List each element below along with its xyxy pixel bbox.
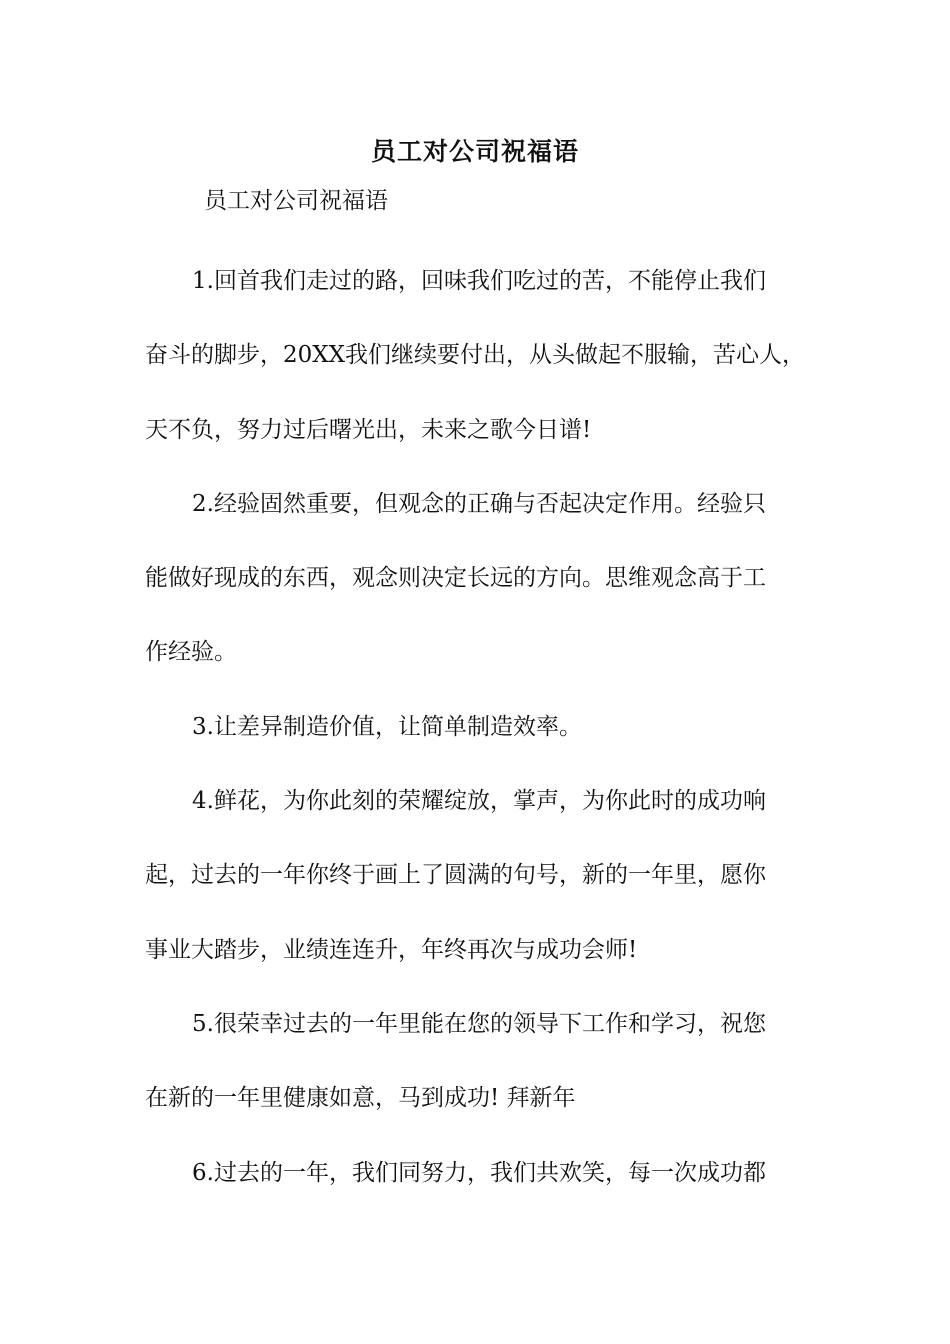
paragraph-1-line-3: 天不负，努力过后曙光出，未来之歌今日谱! <box>145 416 592 443</box>
paragraph-3-line-1: 3.让差异制造价值，让简单制造效率。 <box>192 713 582 740</box>
paragraph-4-line-3: 事业大踏步，业绩连连升，年终再次与成功会师! <box>145 936 638 963</box>
paragraph-2-line-3: 作经验。 <box>145 639 237 666</box>
document-body <box>145 244 810 1210</box>
paragraph-6-line-1: 6.过去的一年，我们同努力，我们共欢笑，每一次成功都 <box>192 1159 766 1186</box>
paragraph-2-line-2: 能做好现成的东西，观念则决定长远的方向。思维观念高于工 <box>145 565 766 592</box>
paragraph-4-line-1: 4.鲜花，为你此刻的荣耀绽放，掌声，为你此时的成功响 <box>192 788 766 815</box>
paragraph-2-line-1: 2.经验固然重要，但观念的正确与否起决定作用。经验只 <box>192 490 766 517</box>
document-title: 员工对公司祝福语 <box>370 137 579 166</box>
paragraph-1-line-1: 1.回首我们走过的路，回味我们吃过的苦，不能停止我们 <box>192 268 766 294</box>
document-subtitle: 员工对公司祝福语 <box>204 188 388 214</box>
paragraph-5-line-1: 5.很荣幸过去的一年里能在您的领导下工作和学习，祝您 <box>192 1010 766 1037</box>
paragraph-4-line-2: 起，过去的一年你终于画上了圆满的句号，新的一年里，愿你 <box>145 862 766 889</box>
paragraph-1-line-2: 奋斗的脚步，20XX我们继续要付出，从头做起不服输，苦心人， <box>145 342 806 369</box>
paragraph-5-line-2: 在新的一年里健康如意，马到成功! 拜新年 <box>145 1085 576 1112</box>
